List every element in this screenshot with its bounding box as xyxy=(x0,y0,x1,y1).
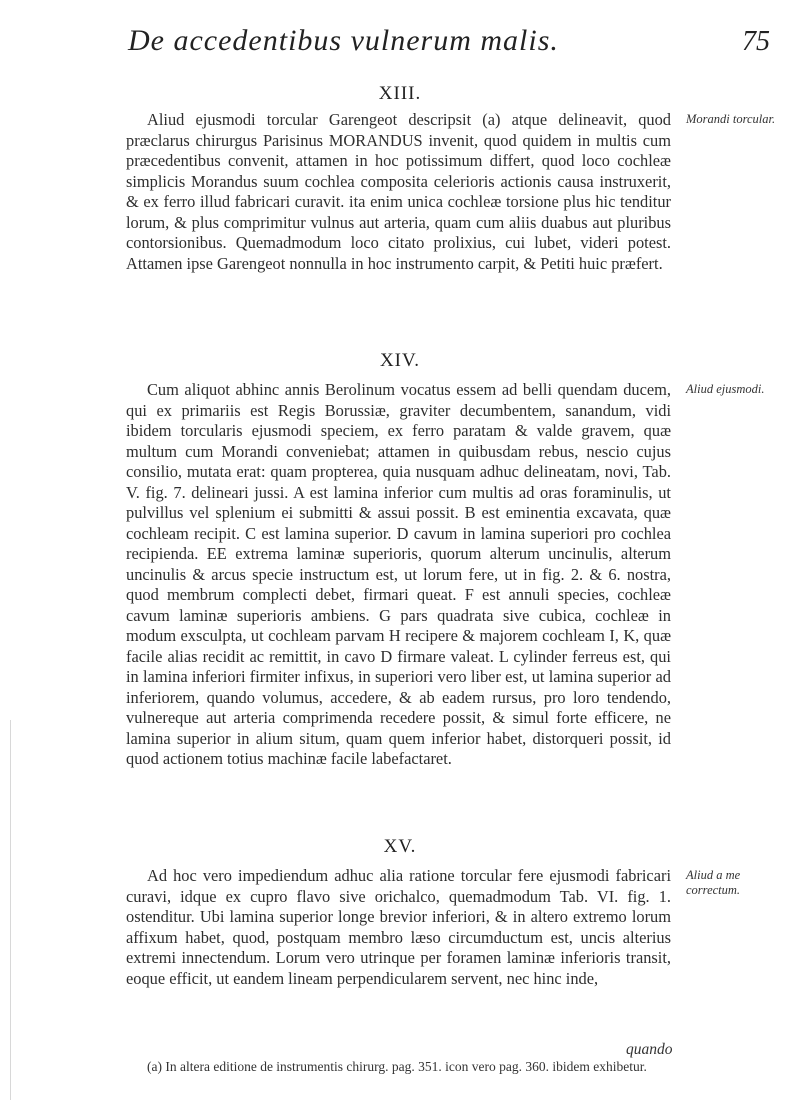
paragraph-xv: Ad hoc vero impediendum adhuc alia ratione torcular fere ejusmodi fabricari curavi, idque ex cupro flavo sive orichalco, quemadmodum Tab. VI. fig. 1. ostenditur. Ubi lamina superior longe brevior inferiori, & in altero extremo lorum affixum habet, quod, postquam membro læso circumductum est, uncis alterius extremi innectendum. Lorum vero utrinque per foramen laminæ inferioris transit, eoque efficit, ut eandem lineam perpendicularem servent, nec hinc inde, xyxy=(126,866,671,988)
margin-note-xv: Aliud a me correctum. xyxy=(686,868,741,897)
margin-note-xiii: Morandi torcular. xyxy=(686,112,776,126)
section-heading-xiii: XIII. xyxy=(378,83,422,104)
section-heading-xiv: XIV. xyxy=(379,350,421,371)
running-title: De accedentibus vulnerum malis. xyxy=(128,24,559,57)
catchword: quando xyxy=(626,1041,673,1058)
page-number: 75 xyxy=(742,26,770,57)
paragraph-xiv: Cum aliquot abhinc annis Berolinum vocatus essem ad belli quendam ducem, qui ex primariis est Regis Borussiæ, graviter decumbentem, sanandum, vidi ibidem torcularis ejusmodi speciem, ex ferro paratam & valde gravem, quæ multum cum Morandi conveniebat; attamen in quibusdam rebus, nescio cujus consilio, mutata erat: quam propterea, quia nusquam adhuc delineatam, novi, Tab. V. fig. 7. delineari jussi. A est lamina inferior cum multis ad oras foraminulis, ut pulvillus vel splenium ei submitti & assui possit. B est eminentia excavata, quæ cochleam recipit. C est lamina superior. D cavum in lamina superiori pro cochlea recipienda. EE extrema laminæ superioris, quorum alterum uncinulis, alterum uncinulis & arcus specie instructum est, ut lorum fere, ut in fig. 2. & 6. nostra, quod membrum complecti debet, firmari queat. F est annuli species, cochleæ cavum laminæ superioris ambiens. G pars quadrata sive cubica, cochleæ in modum exsculpta, ut cochleam parvam H recipere & majorem cochleam I, K, quæ facile alias recidit ac remittit, in cavo D firmare valeat. L cylinder ferreus est, qui in lamina inferiori firmiter infixus, in superiori vero liber est, ut lamina superior ad inferiorem, quando volumus, accedere, & ab eadem rursus, pro loro tendendo, vulnereque aut arteria comprimenda recedere possit, & simul forte efficere, ne lamina superior in alium situm, quam quem inferior habet, distorqueri possit, id quod actionem totius machinæ facile labefactaret. xyxy=(126,380,671,768)
footnote: (a) In altera editione de instrumentis chirurg. pag. 351. icon vero pag. 360. ibidem exhibetur. xyxy=(147,1059,647,1074)
margin-note-xiv: Aliud ejusmodi. xyxy=(686,382,765,396)
running-head xyxy=(0,8,800,68)
section-heading-xv: XV. xyxy=(383,836,417,857)
paragraph-xiii: Aliud ejusmodi torcular Garengeot descripsit (a) atque delineavit, quod præclarus chirurgus Parisinus MORANDUS invenit, quod quidem in multis cum præcedentibus convenit, attamen in hoc potissimum differt, quod loco cochleæ simplicis Morandus suum cochlea composita celerioris actionis causa instruxerit, & ex ferro illud fabricari curavit. ita enim unica cochleæ torsione plus hic tenditur lorum, & plus comprimitur vulnus aut arteria, quam cum aliis duabus aut pluribus contorsionibus. Quemadmodum loco citato prolixius, cui lubet, videri potest. Attamen ipse Garengeot nonnulla in hoc instrumento carpit, & Petiti huic præfert. xyxy=(126,110,671,273)
